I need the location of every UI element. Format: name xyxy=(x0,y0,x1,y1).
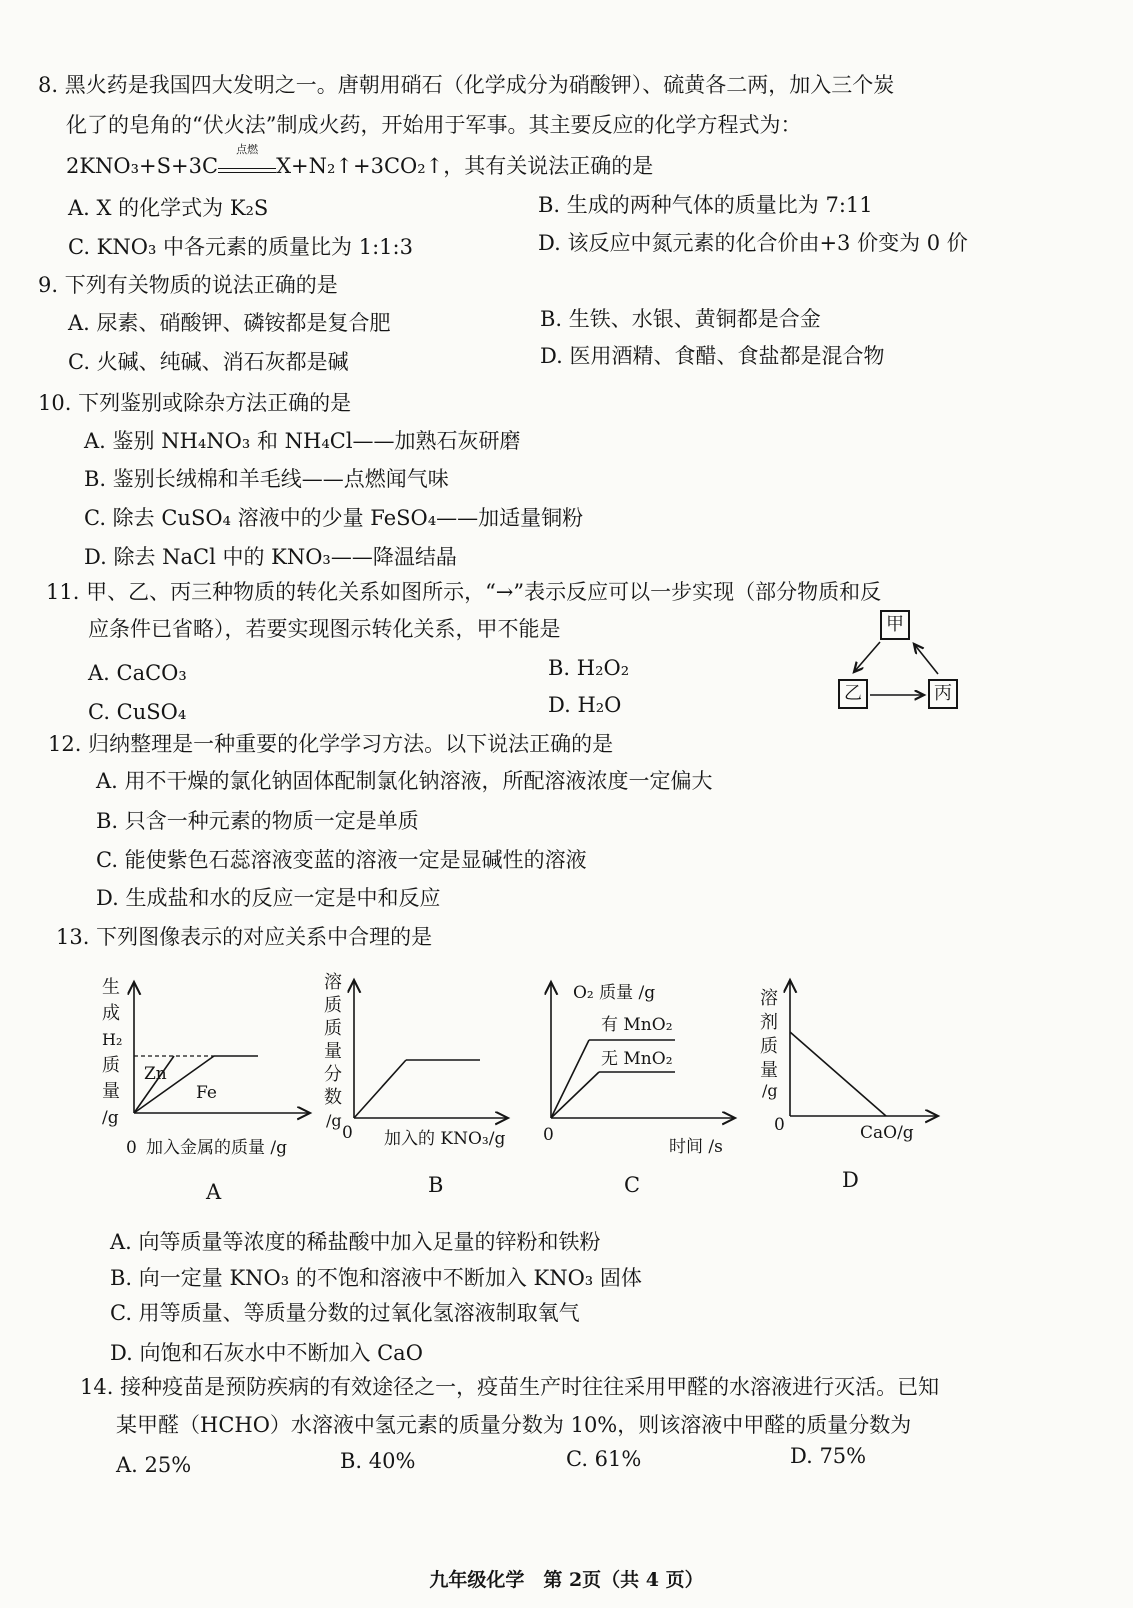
q8-eq-condition: 点燃 xyxy=(236,143,259,156)
graph-c-ylabel: O₂ 质量 /g xyxy=(573,983,656,1003)
graph-c-without-label: 无 MnO₂ xyxy=(601,1049,673,1069)
q13-stem: 13. 下列图像表示的对应关系中合理的是 xyxy=(56,925,433,949)
q14-option-c: C. 61% xyxy=(566,1447,642,1471)
q8-stem-line2: 化了的皂角的“伏火法”制成火药，开始用于军事。其主要反应的化学方程式为： xyxy=(66,113,802,137)
q11-option-c: C. CuSO₄ xyxy=(88,700,187,724)
graph-d-zero: 0 xyxy=(774,1115,785,1135)
q8-option-a: A. X 的化学式为 K₂S xyxy=(68,196,269,220)
q14-option-d: D. 75% xyxy=(790,1444,867,1468)
graph-a-caption: A xyxy=(206,1180,222,1204)
graph-d xyxy=(756,968,946,1158)
graph-b-rise xyxy=(354,1060,406,1118)
q14-option-a: A. 25% xyxy=(116,1453,192,1477)
q13-option-b: B. 向一定量 KNO₃ 的不饱和溶液中不断加入 KNO₃ 固体 xyxy=(110,1266,642,1290)
graph-b-ylabel-5: 分 xyxy=(324,1064,342,1085)
graph-b-ylabel-6: 数 xyxy=(324,1087,342,1108)
graph-d-ylabel-4: 量 xyxy=(760,1060,778,1081)
graph-b-caption: B xyxy=(428,1173,444,1197)
q12-option-b: B. 只含一种元素的物质一定是单质 xyxy=(96,809,419,833)
q13-option-d: D. 向饱和石灰水中不断加入 CaO xyxy=(110,1341,423,1365)
q13-option-c: C. 用等质量、等质量分数的过氧化氢溶液制取氧气 xyxy=(110,1301,580,1325)
q14-option-b: B. 40% xyxy=(340,1449,416,1473)
q11-option-d: D. H₂O xyxy=(548,693,622,717)
q8-stem-line1: 8. 黑火药是我国四大发明之一。唐朝用硝石（化学成分为硝酸钾）、硫黄各二两，加入三个炭 xyxy=(38,73,895,97)
graph-b-zero: 0 xyxy=(342,1123,353,1143)
graph-a-ylabel-2: 成 xyxy=(102,1003,120,1024)
graph-d-ylabel-5: /g xyxy=(762,1081,778,1100)
graph-d-xlabel: CaO/g xyxy=(860,1123,914,1143)
q8-eq-arrow xyxy=(218,143,276,173)
q11-option-b: B. H₂O₂ xyxy=(548,656,630,680)
q11-arrows xyxy=(830,600,970,720)
graph-c-with-label: 有 MnO₂ xyxy=(601,1015,673,1035)
node-bing: 丙 xyxy=(928,679,958,709)
graph-b-ylabel-7: /g xyxy=(326,1111,342,1130)
q12-option-d: D. 生成盐和水的反应一定是中和反应 xyxy=(96,886,441,910)
page-footer: 九年级化学 第 2页（共 4 页） xyxy=(429,1569,704,1591)
q12-option-c: C. 能使紫色石蕊溶液变蓝的溶液一定是显碱性的溶液 xyxy=(96,848,587,872)
graph-a-ylabel-4: 质 xyxy=(102,1055,120,1076)
q9-option-b: B. 生铁、水银、黄铜都是合金 xyxy=(540,307,821,331)
q8-eq-left: 2KNO₃+S+3C xyxy=(66,154,219,178)
node-jia: 甲 xyxy=(880,610,910,640)
q11-option-a: A. CaCO₃ xyxy=(88,661,187,685)
graph-c-without-rise xyxy=(551,1072,599,1118)
graph-c-zero: 0 xyxy=(543,1125,554,1145)
q10-stem: 10. 下列鉴别或除杂方法正确的是 xyxy=(38,391,352,415)
q14-stem-line1: 14. 接种疫苗是预防疾病的有效途径之一，疫苗生产时往往采用甲醛的水溶液进行灭活。已知 xyxy=(80,1375,940,1399)
node-yi: 乙 xyxy=(838,679,868,709)
q12-option-a: A. 用不干燥的氯化钠固体配制氯化钠溶液，所配溶液浓度一定偏大 xyxy=(96,769,713,793)
graph-d-caption: D xyxy=(842,1168,859,1192)
graph-a-ylabel-5: 量 xyxy=(102,1081,120,1102)
graph-c-with-rise xyxy=(551,1040,589,1118)
q8-option-b: B. 生成的两种气体的质量比为 7:11 xyxy=(538,193,873,217)
arrow-bing-to-jia xyxy=(914,644,938,674)
graph-a-ylabel-6: /g xyxy=(102,1108,119,1128)
graph-b-ylabel-2: 质 xyxy=(324,995,342,1016)
q9-option-d: D. 医用酒精、食醋、食盐都是混合物 xyxy=(540,344,885,368)
q9-option-a: A. 尿素、硝酸钾、磷铵都是复合肥 xyxy=(68,311,391,335)
graph-a-xlabel: 加入金属的质量 /g xyxy=(146,1138,288,1158)
q13-option-a: A. 向等质量等浓度的稀盐酸中加入足量的锌粉和铁粉 xyxy=(110,1230,601,1254)
graph-d-ylabel-1: 溶 xyxy=(760,988,778,1009)
graph-a-zn: Zn xyxy=(144,1064,167,1084)
q9-stem: 9. 下列有关物质的说法正确的是 xyxy=(38,273,338,297)
graph-b-ylabel-3: 质 xyxy=(324,1018,342,1039)
graph-b-ylabel-4: 量 xyxy=(324,1041,342,1062)
graph-a-ylabel-1: 生 xyxy=(102,977,120,998)
q8-option-d: D. 该反应中氮元素的化合价由+3 价变为 0 价 xyxy=(538,231,968,255)
q12-stem: 12. 归纳整理是一种重要的化学学习方法。以下说法正确的是 xyxy=(48,732,614,756)
graph-c xyxy=(535,968,745,1168)
graph-c-caption: C xyxy=(624,1173,641,1197)
graph-a-zero: 0 xyxy=(126,1138,137,1158)
q10-option-a: A. 鉴别 NH₄NO₃ 和 NH₄Cl——加熟石灰研磨 xyxy=(84,429,521,453)
arrow-jia-to-yi xyxy=(854,642,880,672)
graph-d-line xyxy=(790,1032,886,1116)
graph-c-xlabel: 时间 /s xyxy=(669,1137,723,1157)
q10-option-b: B. 鉴别长绒棉和羊毛线——点燃闻气味 xyxy=(84,467,449,491)
graph-a-ylabel-3: H₂ xyxy=(102,1030,123,1049)
graph-d-ylabel-2: 剂 xyxy=(760,1012,778,1033)
q11-stem-line1: 11. 甲、乙、丙三种物质的转化关系如图所示，“→”表示反应可以一步实现（部分物质和反 xyxy=(46,580,882,604)
q14-stem-line2: 某甲醛（HCHO）水溶液中氢元素的质量分数为 10%，则该溶液中甲醛的质量分数为 xyxy=(116,1413,912,1437)
q10-option-c: C. 除去 CuSO₄ 溶液中的少量 FeSO₄——加适量铜粉 xyxy=(84,506,584,530)
graph-d-ylabel-3: 质 xyxy=(760,1036,778,1057)
q11-stem-line2: 应条件已省略），若要实现图示转化关系，甲不能是 xyxy=(88,617,561,641)
q8-eq-right: X+N₂↑+3CO₂↑，其有关说法正确的是 xyxy=(276,154,654,178)
q8-equation xyxy=(66,143,654,179)
graph-a xyxy=(98,968,318,1168)
graph-b-xlabel: 加入的 KNO₃/g xyxy=(384,1129,506,1149)
q10-option-d: D. 除去 NaCl 中的 KNO₃——降温结晶 xyxy=(84,545,457,569)
q9-option-c: C. 火碱、纯碱、消石灰都是碱 xyxy=(68,350,349,374)
graph-b-ylabel-1: 溶 xyxy=(324,972,342,993)
graph-b xyxy=(318,968,518,1168)
q8-option-c: C. KNO₃ 中各元素的质量比为 1:1:3 xyxy=(68,235,413,259)
graph-a-fe: Fe xyxy=(196,1083,217,1103)
